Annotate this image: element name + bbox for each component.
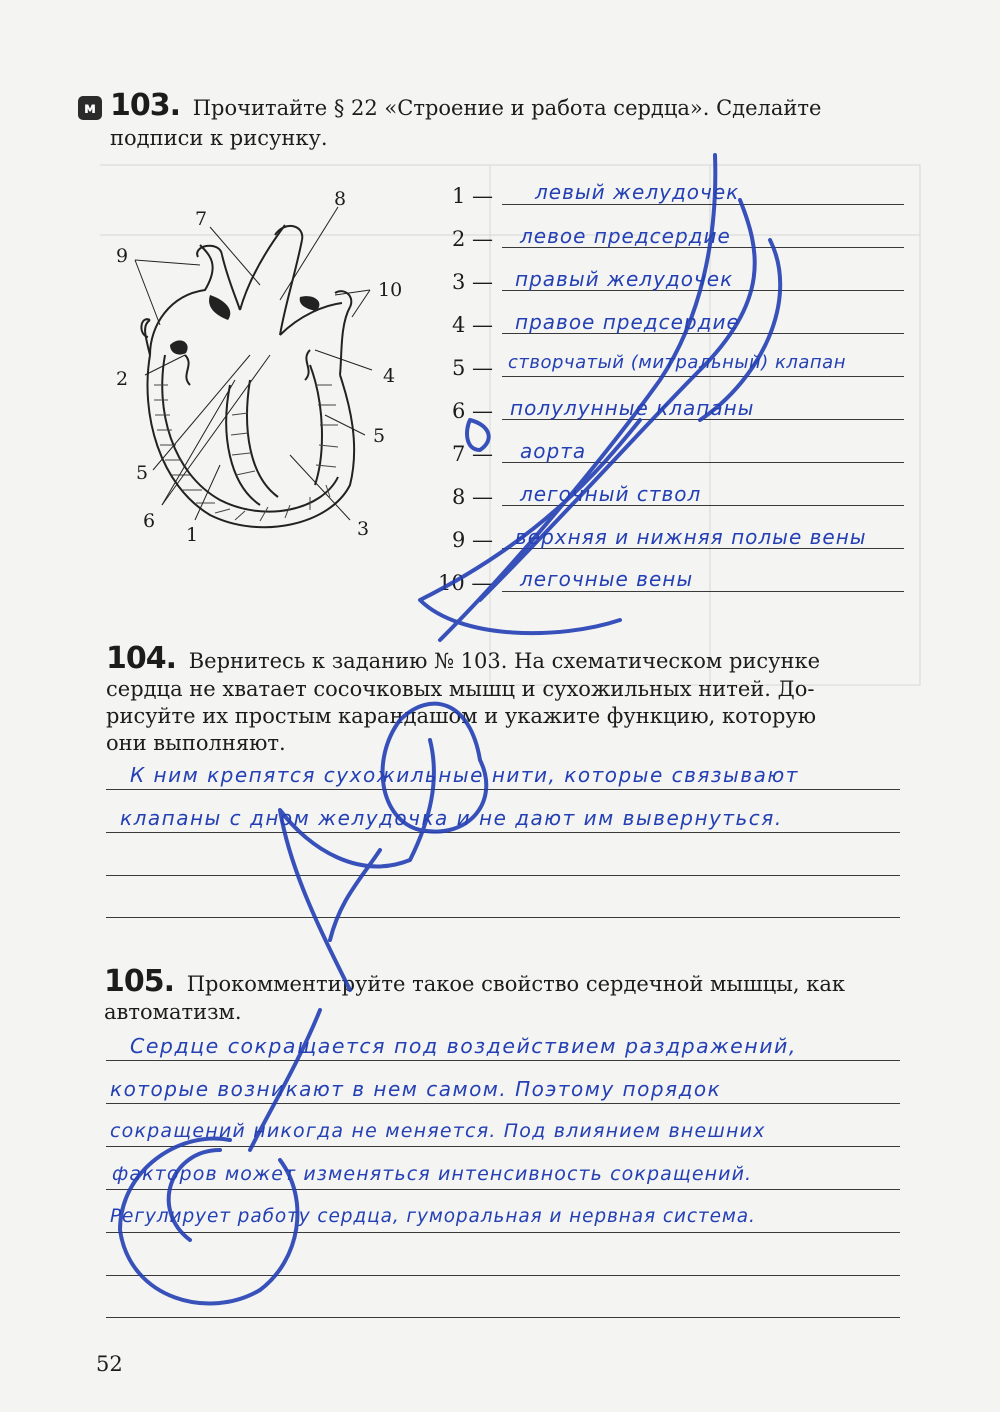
handwritten-answer: правое предсердие xyxy=(515,310,740,334)
task-104-number: 104. xyxy=(106,641,177,676)
answer-line xyxy=(106,875,900,876)
page-number: 52 xyxy=(96,1352,123,1376)
answer-line xyxy=(106,1275,900,1276)
task-104-text-line4: они выполняют. xyxy=(106,731,286,755)
diagram-number: 5 xyxy=(136,462,149,484)
answer-line xyxy=(106,1189,900,1190)
task-104-text-line1: Вернитесь к заданию № 103. На схематическом рисунке xyxy=(188,649,821,673)
label-number: 6 — xyxy=(452,399,494,423)
diagram-number: 2 xyxy=(116,368,129,390)
label-number: 5 — xyxy=(452,356,494,380)
label-number: 1 — xyxy=(452,184,494,208)
answer-line xyxy=(106,1103,900,1104)
task-104-text-line2: сердца не хватает сосочковых мышц и сухожильных нитей. До- xyxy=(106,677,815,701)
handwritten-answer: левый желудочек xyxy=(535,180,740,204)
answer-line xyxy=(106,1060,900,1061)
handwritten-answer: К ним крепятся сухожильные нити, которые связывают xyxy=(130,763,799,787)
task-105-heading xyxy=(104,964,845,999)
handwritten-answer: клапаны с дном желудочка и не дают им вывернуться. xyxy=(120,806,783,830)
task-103-number: 103. xyxy=(110,88,181,123)
diagram-number: 8 xyxy=(334,188,347,210)
answer-line xyxy=(106,1232,900,1233)
task-103-heading xyxy=(110,88,822,123)
handwritten-answer: легочный ствол xyxy=(520,482,702,506)
label-number: 7 — xyxy=(452,442,494,466)
handwritten-answer: левое предсердие xyxy=(520,224,731,248)
label-number: 9 — xyxy=(452,528,494,552)
task-105-text-line2: автоматизм. xyxy=(104,1000,242,1024)
handwritten-answer: Сердце сокращается под воздействием раздражений, xyxy=(130,1034,797,1058)
answer-line xyxy=(106,1146,900,1147)
answer-line xyxy=(502,591,904,592)
label-number: 10 — xyxy=(438,571,493,595)
diagram-number: 6 xyxy=(143,510,156,532)
task-103-text-line2: подписи к рисунку. xyxy=(110,126,328,150)
diagram-number: 7 xyxy=(195,208,208,230)
diagram-number: 1 xyxy=(186,524,199,546)
answer-line xyxy=(106,917,900,918)
answer-line xyxy=(106,1317,900,1318)
diagram-number: 5 xyxy=(373,425,386,447)
task-105-text-line1: Прокомментируйте такое свойство сердечной мышцы, как xyxy=(186,972,845,996)
handwritten-answer: правый желудочек xyxy=(515,267,734,291)
handwritten-answer: факторов может изменяться интенсивность сокращений. xyxy=(112,1163,753,1185)
handwritten-answer: сокращений никогда не меняется. Под влиянием внешних xyxy=(110,1120,766,1142)
diagram-number: 9 xyxy=(116,245,129,267)
task-104-text-line3: рисуйте их простым карандашом и укажите функцию, которую xyxy=(106,704,817,728)
diagram-number: 3 xyxy=(357,518,370,540)
label-number: 8 — xyxy=(452,485,494,509)
handwritten-answer: которые возникают в нем самом. Поэтому порядок xyxy=(110,1077,722,1101)
handwritten-answer: аорта xyxy=(520,439,587,463)
answer-line xyxy=(502,376,904,377)
answer-line xyxy=(106,832,900,833)
heart-diagram xyxy=(110,185,410,545)
task-103-text-line1: Прочитайте § 22 «Строение и работа сердца». Сделайте xyxy=(192,96,822,120)
label-number: 2 — xyxy=(452,227,494,251)
handwritten-answer: верхняя и нижняя полые вены xyxy=(515,525,867,549)
task-105-number: 105. xyxy=(104,964,175,999)
handwritten-answer: легочные вены xyxy=(520,567,694,591)
diagram-number: 10 xyxy=(378,279,403,301)
task-104-heading xyxy=(106,641,821,676)
handwritten-answer: полулунные клапаны xyxy=(510,396,755,420)
handwritten-answer: Регулирует работу сердца, гуморальная и нервная система. xyxy=(110,1206,756,1227)
methodical-badge-icon: м xyxy=(78,96,102,120)
handwritten-answer: створчатый (митральный) клапан xyxy=(508,352,846,373)
answer-line xyxy=(502,204,904,205)
diagram-number: 4 xyxy=(383,365,396,387)
label-number: 3 — xyxy=(452,270,494,294)
label-number: 4 — xyxy=(452,313,494,337)
answer-line xyxy=(106,789,900,790)
